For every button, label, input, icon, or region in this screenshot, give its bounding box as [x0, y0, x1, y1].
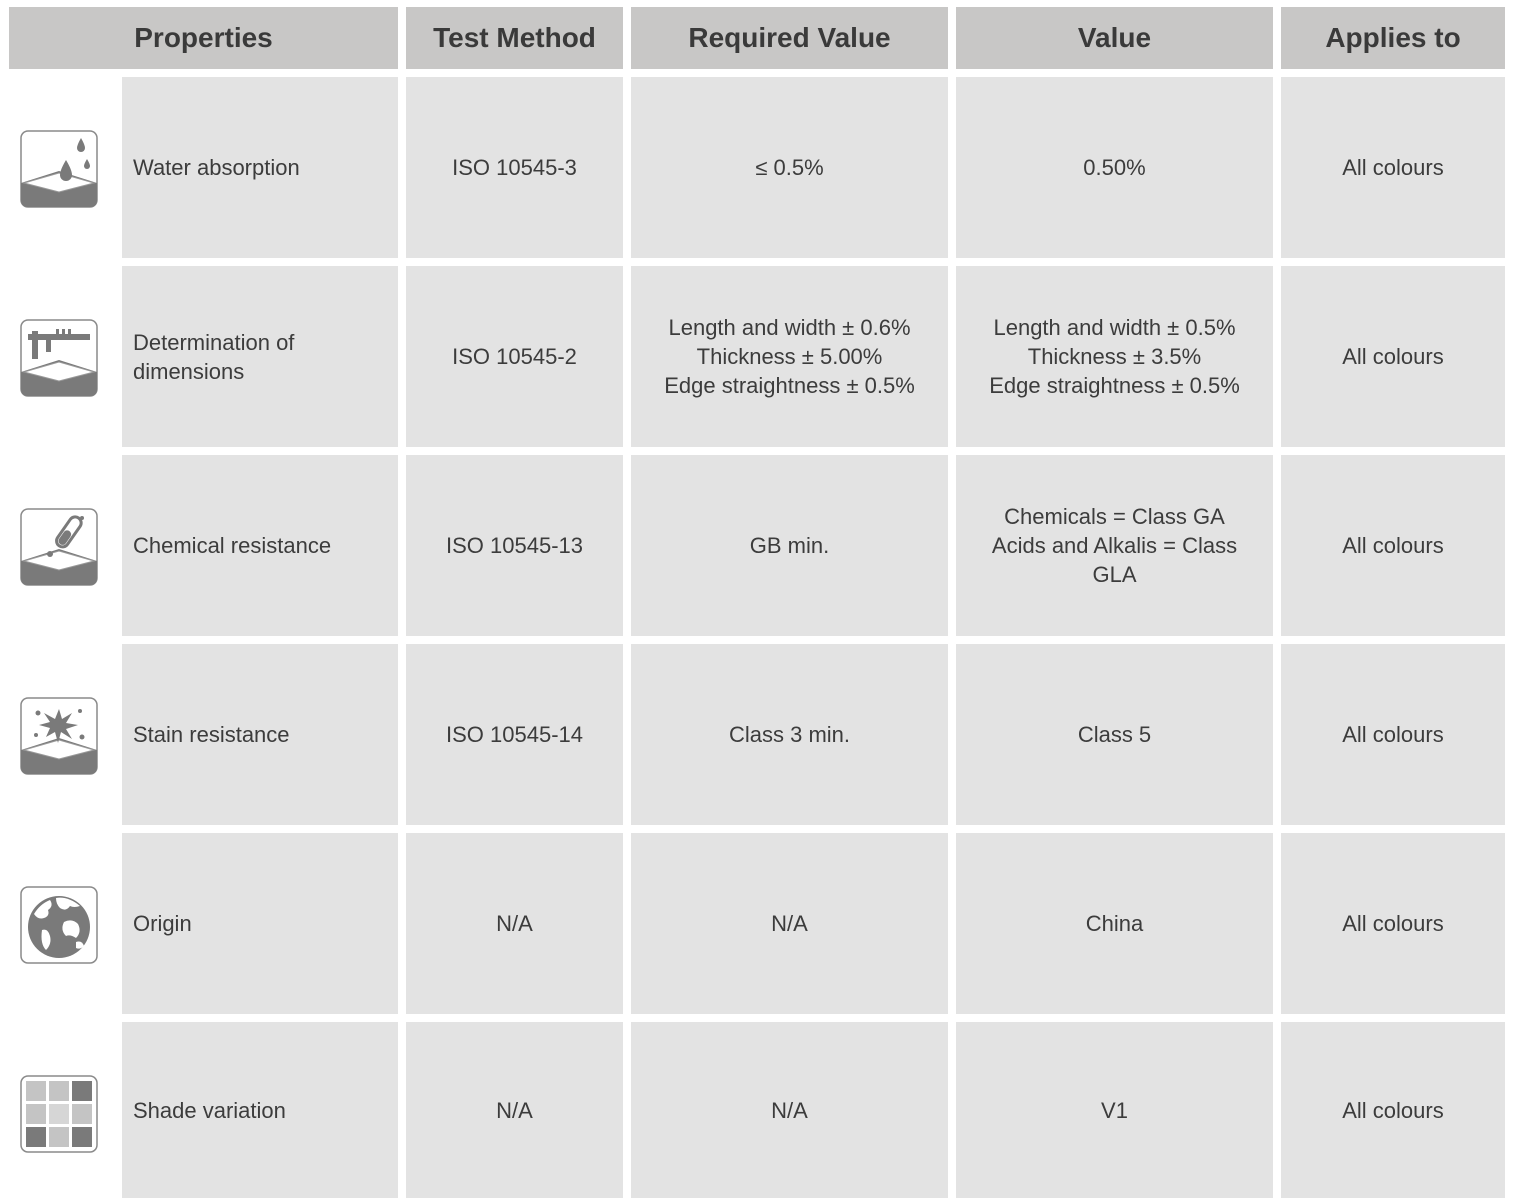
value-line: Length and width ± 0.5%	[993, 315, 1236, 340]
caliper-icon	[20, 319, 98, 397]
applies-to-cell	[1281, 266, 1505, 447]
applies-to-value: All colours	[1342, 722, 1444, 747]
value-cell	[956, 644, 1273, 825]
test-method-value: ISO 10545-13	[446, 533, 583, 558]
globe-icon	[20, 886, 98, 964]
value-line: Chemicals = Class GA	[1004, 504, 1225, 529]
applies-to-value: All colours	[1342, 155, 1444, 180]
property-cell	[122, 77, 398, 258]
property-name: Origin	[133, 911, 192, 936]
required-value-line: GB min.	[749, 533, 830, 558]
required-value-line: N/A	[771, 911, 808, 936]
required-value-cell	[631, 266, 948, 447]
property-name: Chemical resistance	[133, 533, 332, 558]
header-required-value	[631, 7, 948, 69]
header-required-value-label: Required Value	[688, 22, 891, 53]
header-properties-label: Properties	[134, 22, 273, 53]
property-name: Shade variation	[133, 1097, 286, 1123]
property-name: Determination of dimensions	[133, 329, 295, 384]
required-value-cell	[631, 455, 948, 636]
applies-to-cell	[1281, 77, 1505, 258]
header-applies-to	[1281, 7, 1505, 69]
value-line: Class 5	[1077, 722, 1152, 747]
required-value-line: N/A	[771, 1097, 808, 1123]
required-value-line: Class 3 min.	[728, 722, 851, 747]
test-method-value: N/A	[496, 1097, 533, 1123]
value-cell	[956, 1022, 1273, 1198]
header-value	[956, 7, 1273, 69]
applies-to-cell	[1281, 455, 1505, 636]
applies-to-value: All colours	[1342, 344, 1444, 369]
value-line: 0.50%	[1083, 155, 1146, 180]
property-cell	[122, 833, 398, 1014]
property-name: Water absorption	[133, 155, 300, 180]
test-method-value: ISO 10545-14	[446, 722, 583, 747]
required-value-line: ≤ 0.5%	[755, 155, 824, 180]
value-line: GLA	[1092, 562, 1137, 587]
test-method-cell	[406, 833, 623, 1014]
value-cell	[956, 77, 1273, 258]
water-drops-icon	[20, 130, 98, 208]
test-method-cell	[406, 455, 623, 636]
value-line: V1	[1101, 1097, 1128, 1123]
property-cell	[122, 455, 398, 636]
value-cell	[956, 833, 1273, 1014]
applies-to-value: All colours	[1342, 533, 1444, 558]
required-value-line: Thickness ± 5.00%	[696, 344, 883, 369]
value-line: Thickness ± 3.5%	[1027, 344, 1202, 369]
property-name: Stain resistance	[133, 722, 290, 747]
required-value-cell	[631, 1022, 948, 1198]
required-value-line: Edge straightness ± 0.5%	[664, 373, 915, 398]
applies-to-value: All colours	[1342, 1097, 1444, 1123]
required-value-cell	[631, 77, 948, 258]
header-value-label: Value	[1077, 22, 1152, 53]
applies-to-cell	[1281, 833, 1505, 1014]
required-value-cell	[631, 833, 948, 1014]
test-method-cell	[406, 1022, 623, 1198]
stain-splash-icon	[20, 697, 98, 775]
test-method-value: ISO 10545-3	[452, 155, 577, 180]
required-value-line: Length and width ± 0.6%	[668, 315, 911, 340]
property-cell	[122, 266, 398, 447]
property-cell	[122, 1022, 398, 1198]
header-test-method-label: Test Method	[433, 22, 596, 53]
header-applies-to-label: Applies to	[1325, 22, 1461, 53]
test-method-value: N/A	[496, 911, 533, 936]
value-line: Acids and Alkalis = Class	[991, 533, 1238, 558]
value-cell	[956, 455, 1273, 636]
applies-to-cell	[1281, 644, 1505, 825]
header-test-method	[406, 7, 623, 69]
test-method-value: ISO 10545-2	[452, 344, 577, 369]
applies-to-value: All colours	[1342, 911, 1444, 936]
test-tube-icon	[20, 508, 98, 586]
header-properties	[9, 7, 398, 69]
property-cell	[122, 644, 398, 825]
shade-grid-icon	[20, 1075, 98, 1153]
test-method-cell	[406, 266, 623, 447]
applies-to-cell	[1281, 1022, 1505, 1198]
value-line: Edge straightness ± 0.5%	[989, 373, 1240, 398]
required-value-cell	[631, 644, 948, 825]
value-cell	[956, 266, 1273, 447]
test-method-cell	[406, 644, 623, 825]
value-line: China	[1085, 911, 1144, 936]
test-method-cell	[406, 77, 623, 258]
